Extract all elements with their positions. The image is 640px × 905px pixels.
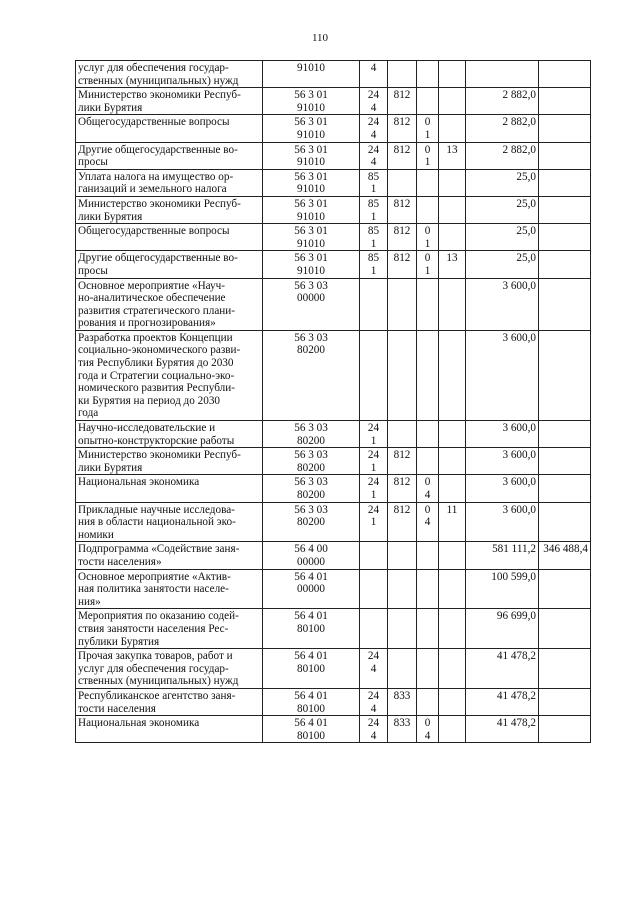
row-name-cell: Общегосударственные вопросы: [76, 115, 263, 142]
expense-type-cell: 24 4: [360, 649, 388, 689]
subsection-code-cell: [439, 169, 466, 196]
section-code-cell: 0 4: [417, 475, 439, 502]
ministry-code-cell: [388, 61, 417, 88]
row-name-cell: услуг для обеспечения государ- ственных (муниципальных) нужд: [76, 61, 263, 88]
section-code-cell: [417, 88, 439, 115]
row-name-cell: Подпрограмма «Содействие заня- тости населения»: [76, 542, 263, 569]
amount-cell: 25,0: [466, 169, 539, 196]
table-body: [76, 61, 591, 743]
subsection-code-cell: [439, 649, 466, 689]
page-number: 110: [311, 32, 329, 44]
target-code-cell: 56 3 01 91010: [263, 142, 360, 169]
row-name-cell: Другие общегосударственные во- просы: [76, 142, 263, 169]
amount-cell: 3 600,0: [466, 330, 539, 420]
federal-amount-cell: [539, 688, 591, 715]
expense-type-cell: 24 4: [360, 688, 388, 715]
ministry-code-cell: 812: [388, 115, 417, 142]
target-code-cell: 56 4 01 80100: [263, 688, 360, 715]
table-row: [76, 196, 591, 223]
federal-amount-cell: [539, 88, 591, 115]
amount-cell: 3 600,0: [466, 448, 539, 475]
row-name-cell: Научно-исследовательские и опытно-конструкторские работы: [76, 421, 263, 448]
expense-type-cell: 4: [360, 61, 388, 88]
row-name-cell: Прочая закупка товаров, работ и услуг для обеспечения государ- ственных (муниципальных) нужд: [76, 649, 263, 689]
section-code-cell: [417, 569, 439, 609]
ministry-code-cell: 812: [388, 142, 417, 169]
federal-amount-cell: [539, 196, 591, 223]
target-code-cell: 56 4 01 80100: [263, 609, 360, 649]
table-row: [76, 251, 591, 278]
ministry-code-cell: [388, 169, 417, 196]
subsection-code-cell: [439, 278, 466, 330]
target-code-cell: 56 4 01 80100: [263, 649, 360, 689]
subsection-code-cell: [439, 115, 466, 142]
section-code-cell: [417, 688, 439, 715]
table-row: [76, 502, 591, 542]
federal-amount-cell: [539, 224, 591, 251]
federal-amount-cell: [539, 448, 591, 475]
expense-type-cell: [360, 330, 388, 420]
target-code-cell: 91010: [263, 61, 360, 88]
row-name-cell: Мероприятия по оказанию содей- ствия занятости населения Рес- публики Бурятия: [76, 609, 263, 649]
ministry-code-cell: 812: [388, 196, 417, 223]
row-name-cell: Министерство экономики Респуб- лики Бурятия: [76, 88, 263, 115]
ministry-code-cell: [388, 421, 417, 448]
federal-amount-cell: [539, 421, 591, 448]
target-code-cell: 56 4 01 00000: [263, 569, 360, 609]
federal-amount-cell: [539, 502, 591, 542]
amount-cell: 2 882,0: [466, 88, 539, 115]
federal-amount-cell: [539, 61, 591, 88]
section-code-cell: [417, 421, 439, 448]
amount-cell: 25,0: [466, 251, 539, 278]
subsection-code-cell: 11: [439, 502, 466, 542]
target-code-cell: 56 3 03 80200: [263, 330, 360, 420]
federal-amount-cell: [539, 716, 591, 743]
section-code-cell: 0 1: [417, 224, 439, 251]
target-code-cell: 56 3 03 80200: [263, 421, 360, 448]
subsection-code-cell: [439, 688, 466, 715]
section-code-cell: 0 1: [417, 142, 439, 169]
row-name-cell: Основное мероприятие «Актив- ная политика занятости населе- ния»: [76, 569, 263, 609]
row-name-cell: Уплата налога на имущество ор- ганизаций и земельного налога: [76, 169, 263, 196]
ministry-code-cell: 833: [388, 688, 417, 715]
ministry-code-cell: [388, 609, 417, 649]
expense-type-cell: 24 1: [360, 475, 388, 502]
expense-type-cell: 85 1: [360, 169, 388, 196]
federal-amount-cell: [539, 169, 591, 196]
amount-cell: 41 478,2: [466, 649, 539, 689]
section-code-cell: 0 4: [417, 502, 439, 542]
amount-cell: 3 600,0: [466, 502, 539, 542]
federal-amount-cell: [539, 251, 591, 278]
amount-cell: 581 111,2: [466, 542, 539, 569]
table-row: [76, 688, 591, 715]
table-row: [76, 542, 591, 569]
expense-type-cell: [360, 609, 388, 649]
subsection-code-cell: 13: [439, 251, 466, 278]
table-row: [76, 421, 591, 448]
expense-type-cell: 85 1: [360, 251, 388, 278]
ministry-code-cell: 833: [388, 716, 417, 743]
target-code-cell: 56 3 03 80200: [263, 502, 360, 542]
amount-cell: 3 600,0: [466, 278, 539, 330]
section-code-cell: [417, 196, 439, 223]
target-code-cell: 56 4 01 80100: [263, 716, 360, 743]
ministry-code-cell: 812: [388, 502, 417, 542]
ministry-code-cell: [388, 330, 417, 420]
row-name-cell: Основное мероприятие «Науч- но-аналитическое обеспечение развития стратегического плани- рования и прогнозирования»: [76, 278, 263, 330]
table-row: [76, 716, 591, 743]
row-name-cell: Общегосударственные вопросы: [76, 224, 263, 251]
federal-amount-cell: [539, 278, 591, 330]
amount-cell: 2 882,0: [466, 142, 539, 169]
federal-amount-cell: [539, 569, 591, 609]
section-code-cell: [417, 649, 439, 689]
target-code-cell: 56 3 01 91010: [263, 88, 360, 115]
amount-cell: [466, 61, 539, 88]
target-code-cell: 56 3 01 91010: [263, 115, 360, 142]
row-name-cell: Другие общегосударственные во- просы: [76, 251, 263, 278]
ministry-code-cell: 812: [388, 224, 417, 251]
federal-amount-cell: [539, 142, 591, 169]
table-row: [76, 649, 591, 689]
federal-amount-cell: [539, 475, 591, 502]
amount-cell: 25,0: [466, 224, 539, 251]
expense-type-cell: 85 1: [360, 196, 388, 223]
section-code-cell: 0 4: [417, 716, 439, 743]
amount-cell: 2 882,0: [466, 115, 539, 142]
ministry-code-cell: 812: [388, 448, 417, 475]
target-code-cell: 56 3 03 80200: [263, 448, 360, 475]
expense-type-cell: 24 1: [360, 502, 388, 542]
ministry-code-cell: 812: [388, 475, 417, 502]
table-row: [76, 224, 591, 251]
section-code-cell: [417, 330, 439, 420]
row-name-cell: Национальная экономика: [76, 716, 263, 743]
subsection-code-cell: [439, 196, 466, 223]
expense-type-cell: [360, 542, 388, 569]
subsection-code-cell: [439, 421, 466, 448]
expense-type-cell: 24 4: [360, 142, 388, 169]
amount-cell: 100 599,0: [466, 569, 539, 609]
ministry-code-cell: 812: [388, 88, 417, 115]
section-code-cell: [417, 448, 439, 475]
table-row: [76, 142, 591, 169]
federal-amount-cell: 346 488,4: [539, 542, 591, 569]
table-row: [76, 569, 591, 609]
federal-amount-cell: [539, 330, 591, 420]
subsection-code-cell: [439, 61, 466, 88]
row-name-cell: Министерство экономики Респуб- лики Бурятия: [76, 196, 263, 223]
row-name-cell: Разработка проектов Концепции социально-экономического разви- тия Республики Бурятия до 2030 года и Стратегии социально-эко- номического развития Республи- ки Бурятия на период до 2030 года: [76, 330, 263, 420]
row-name-cell: Национальная экономика: [76, 475, 263, 502]
expense-type-cell: 85 1: [360, 224, 388, 251]
federal-amount-cell: [539, 649, 591, 689]
row-name-cell: Министерство экономики Респуб- лики Бурятия: [76, 448, 263, 475]
amount-cell: 41 478,2: [466, 688, 539, 715]
section-code-cell: 0 1: [417, 251, 439, 278]
subsection-code-cell: [439, 609, 466, 649]
ministry-code-cell: [388, 649, 417, 689]
row-name-cell: Республиканское агентство заня- тости населения: [76, 688, 263, 715]
table-row: [76, 115, 591, 142]
subsection-code-cell: [439, 569, 466, 609]
section-code-cell: [417, 542, 439, 569]
section-code-cell: [417, 609, 439, 649]
subsection-code-cell: [439, 88, 466, 115]
ministry-code-cell: [388, 569, 417, 609]
expense-type-cell: 24 1: [360, 448, 388, 475]
target-code-cell: 56 3 03 80200: [263, 475, 360, 502]
section-code-cell: [417, 278, 439, 330]
ministry-code-cell: [388, 278, 417, 330]
ministry-code-cell: 812: [388, 251, 417, 278]
table-row: [76, 278, 591, 330]
federal-amount-cell: [539, 115, 591, 142]
table-row: [76, 475, 591, 502]
table-row: [76, 330, 591, 420]
expense-type-cell: 24 4: [360, 88, 388, 115]
subsection-code-cell: [439, 224, 466, 251]
expense-type-cell: 24 4: [360, 716, 388, 743]
target-code-cell: 56 3 01 91010: [263, 224, 360, 251]
table-row: [76, 169, 591, 196]
expense-type-cell: 24 4: [360, 115, 388, 142]
row-name-cell: Прикладные научные исследова- ния в области национальной эко- номики: [76, 502, 263, 542]
table-row: [76, 88, 591, 115]
expense-type-cell: [360, 278, 388, 330]
amount-cell: 25,0: [466, 196, 539, 223]
target-code-cell: 56 3 01 91010: [263, 251, 360, 278]
subsection-code-cell: [439, 330, 466, 420]
expense-type-cell: 24 1: [360, 421, 388, 448]
amount-cell: 96 699,0: [466, 609, 539, 649]
table-row: [76, 448, 591, 475]
ministry-code-cell: [388, 542, 417, 569]
target-code-cell: 56 3 01 91010: [263, 169, 360, 196]
section-code-cell: [417, 169, 439, 196]
amount-cell: 41 478,2: [466, 716, 539, 743]
amount-cell: 3 600,0: [466, 421, 539, 448]
amount-cell: 3 600,0: [466, 475, 539, 502]
subsection-code-cell: [439, 475, 466, 502]
table-row: [76, 609, 591, 649]
subsection-code-cell: [439, 542, 466, 569]
section-code-cell: 0 1: [417, 115, 439, 142]
target-code-cell: 56 4 00 00000: [263, 542, 360, 569]
subsection-code-cell: 13: [439, 142, 466, 169]
table-row: [76, 61, 591, 88]
target-code-cell: 56 3 01 91010: [263, 196, 360, 223]
target-code-cell: 56 3 03 00000: [263, 278, 360, 330]
federal-amount-cell: [539, 609, 591, 649]
subsection-code-cell: [439, 448, 466, 475]
expense-type-cell: [360, 569, 388, 609]
section-code-cell: [417, 61, 439, 88]
budget-table: [75, 60, 591, 743]
subsection-code-cell: [439, 716, 466, 743]
